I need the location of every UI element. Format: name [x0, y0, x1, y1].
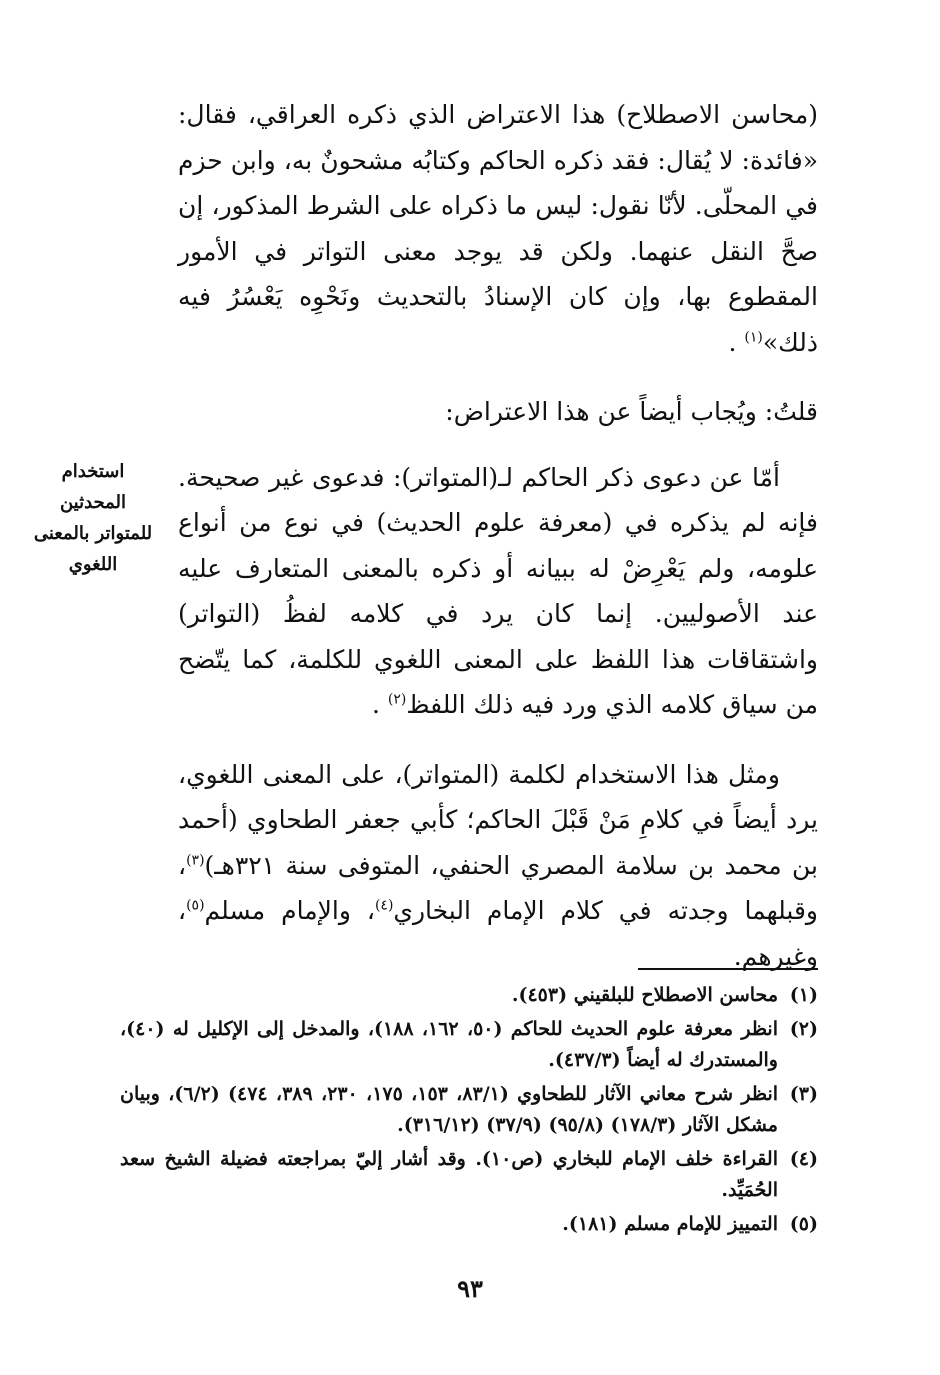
footnote [120, 980, 818, 1012]
footnote-ref-2: (٢) [387, 691, 407, 708]
footnote [120, 1014, 818, 1077]
margin-note-line: اللغوي [68, 554, 118, 575]
paragraph-3-end: . [371, 690, 380, 719]
paragraph-1-end: . [728, 327, 737, 357]
footnote-number: (١) [789, 984, 818, 1006]
footnote-text: محاسن الاصطلاح للبلقيني (٤٥٣). [511, 984, 778, 1006]
footnote-text: انظر معرفة علوم الحديث للحاكم (٥٠، ١٦٢، ١٨٨)، والمدخل إلى الإكليل له (٤٠)، والمستدرك له أيضاً (٤٣٧/٣). [120, 1017, 778, 1071]
paragraph-4-text-b: ، وقبلهما وجدته في كلام الإمام البخاري [178, 850, 818, 925]
paragraph-3-text: أمّا عن دعوى ذكر الحاكم لـ(المتواتر): فدعوى غير صحيحة. فإنه لم يذكره في (معرفة علوم الحديث) في نوع من أنواع علومه، ولم يَعْرِضْ له ببيانه أو ذكره بالمعنى المتعارف عليه عند الأصوليين. إنما كان يرد في كلامه لفظُ (التواتر) واشتقاقات هذا اللفظ على المعنى اللغوي للكلمة، كما يتّضح من سياق كلامه الذي ورد فيه ذلك اللفظ [178, 462, 818, 719]
paragraph-2: قلتُ: ويُجاب أيضاً عن هذا الاعتراض: [445, 397, 818, 426]
footnote-number: (٥) [789, 1212, 818, 1235]
footnote-ref-4: (٤) [374, 897, 394, 914]
footnote-number: (٣) [789, 1082, 818, 1105]
footnote [120, 1209, 818, 1241]
footnote-number: (٢) [789, 1017, 818, 1040]
footnotes [120, 980, 818, 1242]
paragraph-1 [178, 92, 818, 365]
paragraph-1-text: (محاسن الاصطلاح) هذا الاعتراض الذي ذكره العراقي، فقال: «فائدة: لا يُقال: فقد ذكره الحاكم وكتابُه مشحونٌ به، وابن حزم في المحلّى. لأنّا نقول: ليس ما ذكراه على الشرط المذكور، إن صحَّ النقل عنهما. ولكن قد يوجد معنى التواتر في الأمور المقطوع بها، وإن كان الإسنادُ بالتحديث ونَحْوِه يَعْسُرُ فيه ذلك» [178, 100, 818, 357]
margin-note-line: المحدثين [59, 492, 127, 513]
footnote-divider [638, 968, 818, 970]
paragraph-3 [178, 455, 818, 728]
footnote-ref-5: (٥) [186, 897, 205, 914]
footnote-text: انظر شرح معاني الآثار للطحاوي (٨٣/١، ١٥٣، ١٧٥، ٢٣٠، ٣٨٩، ٤٧٤) (٦/٢)، وبيان مشكل الآثار (١٧٨/٣) (٩٥/٨) (٣٧/٩) (٣١٦/١٢). [120, 1082, 779, 1136]
footnote-text: القراءة خلف الإمام للبخاري (ص١٠). وقد أشار إليّ بمراجعته فضيلة الشيخ سعد الحُمَيِّد. [120, 1147, 778, 1201]
paragraph-4 [178, 752, 818, 980]
main-text [178, 92, 818, 979]
paragraph-4-text-c: ، والإمام مسلم [204, 896, 375, 925]
footnote-ref-3: (٣) [186, 852, 205, 869]
margin-note-line: للمتواتر بالمعنى [33, 523, 153, 544]
paragraph-4-text-a: ومثل هذا الاستخدام لكلمة (المتواتر)، على المعنى اللغوي، يرد أيضاً في كلامِ مَنْ قَبْلَ الحاكم؛ كأبي جعفر الطحاوي (أحمد بن محمد بن سلامة المصري الحنفي، المتوفى سنة ٣٢١هـ) [178, 759, 818, 880]
footnote-text: التمييز للإمام مسلم (١٨١). [562, 1212, 778, 1235]
footnote-ref-1: (١) [744, 329, 763, 346]
margin-note-line: استخدام [61, 461, 125, 482]
margin-note [28, 456, 158, 580]
paragraph-4-text-d: ، وغيرهم. [178, 896, 818, 971]
footnote-number: (٤) [789, 1147, 818, 1170]
page-number: ٩٣ [457, 1274, 483, 1303]
footnote [120, 1144, 818, 1207]
footnote [120, 1079, 818, 1142]
